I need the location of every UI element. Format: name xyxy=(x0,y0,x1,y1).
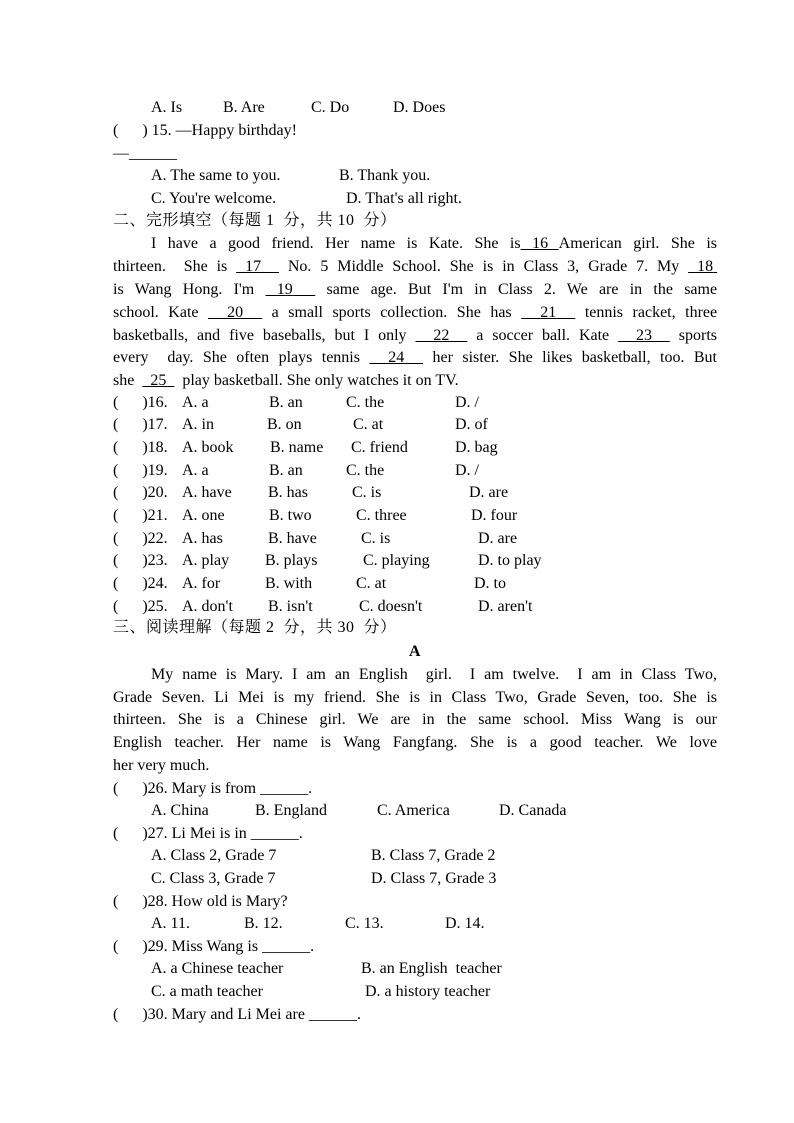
q15-option-a: A. The same to you. xyxy=(151,167,281,184)
q28-option-b: B. 12. xyxy=(244,915,283,932)
cloze-q23-option-b: B. plays xyxy=(265,552,318,569)
cloze-q21-option-b: B. two xyxy=(269,507,312,524)
cloze-q16-option-c: C. the xyxy=(346,394,385,411)
q28-stem: ( )28. How old is Mary? xyxy=(113,893,288,910)
cloze-q17-option-d: D. of xyxy=(455,416,488,433)
q28-option-d: D. 14. xyxy=(445,915,485,932)
cloze-q20-option-c: C. is xyxy=(352,484,382,501)
q26-option-a: A. China xyxy=(151,802,209,819)
cloze-line-2: thirteen. She is 17 No. 5 Middle School. She is in Class 3, Grade 7. My 18 xyxy=(113,258,714,275)
cloze-q16-option-b: B. an xyxy=(269,394,303,411)
cloze-q18-option-d: D. bag xyxy=(455,439,498,456)
cloze-q16-option-d: D. / xyxy=(455,394,479,411)
q29-stem: ( )29. Miss Wang is ______. xyxy=(113,938,315,955)
cloze-q24-option-b: B. with xyxy=(265,575,313,592)
cloze-q25-option-a: A. don't xyxy=(182,598,233,615)
cloze-q25-option-c: C. doesn't xyxy=(359,598,423,615)
q14-option-b: B. Are xyxy=(223,99,265,116)
cloze-q23-option-c: C. playing xyxy=(363,552,430,569)
q27-stem: ( )27. Li Mei is in ______. xyxy=(113,825,303,842)
cloze-line-3: is Wang Hong. I'm 19 same age. But I'm in Class 2. We are in the same xyxy=(113,281,718,298)
q29-option-d: D. a history teacher xyxy=(365,983,491,1000)
q26-option-d: D. Canada xyxy=(499,802,567,819)
cloze-q18-option-b: B. name xyxy=(270,439,324,456)
cloze-q24-number: ( )24. xyxy=(113,575,168,592)
cloze-q23-option-d: D. to play xyxy=(478,552,542,569)
cloze-q19-option-c: C. the xyxy=(346,462,385,479)
passage-line-4: English teacher. Her name is Wang Fangfang. She is a good teacher. We love xyxy=(113,734,717,751)
cloze-line-6: every day. She often plays tennis 24 her sister. She likes basketball, too. But xyxy=(113,349,718,366)
q26-stem: ( )26. Mary is from ______. xyxy=(113,780,313,797)
cloze-q21-number: ( )21. xyxy=(113,507,168,524)
cloze-q16-option-a: A. a xyxy=(182,394,209,411)
cloze-q22-number: ( )22. xyxy=(113,530,168,547)
q29-option-a: A. a Chinese teacher xyxy=(151,960,284,977)
q26-option-c: C. America xyxy=(377,802,450,819)
cloze-q18-option-c: C. friend xyxy=(351,439,408,456)
cloze-q17-option-c: C. at xyxy=(353,416,384,433)
cloze-line-5: basketballs, and five baseballs, but I only 22 a soccer ball. Kate 23 sports xyxy=(113,327,718,344)
cloze-q25-option-b: B. isn't xyxy=(268,598,313,615)
cloze-q24-option-c: C. at xyxy=(356,575,387,592)
cloze-q18-option-a: A. book xyxy=(182,439,234,456)
q27-option-d: D. Class 7, Grade 3 xyxy=(371,870,497,887)
q29-option-b: B. an English teacher xyxy=(361,960,502,977)
cloze-q17-number: ( )17. xyxy=(113,416,168,433)
cloze-line-1: I have a good friend. Her name is Kate. She is 16 American girl. She is xyxy=(151,235,718,252)
cloze-q20-option-a: A. have xyxy=(182,484,232,501)
cloze-q19-option-d: D. / xyxy=(455,462,479,479)
cloze-q22-option-c: C. is xyxy=(361,530,391,547)
cloze-q20-number: ( )20. xyxy=(113,484,168,501)
cloze-q24-option-a: A. for xyxy=(182,575,221,592)
passage-line-3: thirteen. She is a Chinese girl. We are in the same school. Miss Wang is our xyxy=(113,711,717,728)
cloze-q21-option-c: C. three xyxy=(356,507,407,524)
cloze-q17-option-b: B. on xyxy=(267,416,302,433)
q28-option-c: C. 13. xyxy=(345,915,384,932)
q14-option-d: D. Does xyxy=(393,99,446,116)
cloze-q19-option-b: B. an xyxy=(269,462,303,479)
cloze-q21-option-a: A. one xyxy=(182,507,225,524)
cloze-q20-option-b: B. has xyxy=(268,484,308,501)
cloze-q24-option-d: D. to xyxy=(474,575,506,592)
cloze-q23-number: ( )23. xyxy=(113,552,168,569)
section3-title: 三、阅读理解（每题 2 分，共 30 分） xyxy=(113,619,397,636)
q27-option-a: A. Class 2, Grade 7 xyxy=(151,847,277,864)
cloze-q19-option-a: A. a xyxy=(182,462,209,479)
passage-line-1: My name is Mary. I am an English girl. I am twelve. I am in Class Two, xyxy=(151,666,717,683)
cloze-q17-option-a: A. in xyxy=(182,416,214,433)
passage-label: A xyxy=(409,643,421,660)
passage-line-2: Grade Seven. Li Mei is my friend. She is in Class Two, Grade Seven, too. She is xyxy=(113,689,717,706)
cloze-q22-option-b: B. have xyxy=(268,530,317,547)
q14-option-c: C. Do xyxy=(311,99,350,116)
q15-option-d: D. That's all right. xyxy=(346,190,462,207)
q30-stem: ( )30. Mary and Li Mei are ______. xyxy=(113,1006,361,1023)
cloze-q21-option-d: D. four xyxy=(471,507,518,524)
q26-option-b: B. England xyxy=(255,802,327,819)
passage-line-5: her very much. xyxy=(113,757,210,774)
cloze-q19-number: ( )19. xyxy=(113,462,168,479)
cloze-q25-number: ( )25. xyxy=(113,598,168,615)
cloze-q16-number: ( )16. xyxy=(113,394,168,411)
cloze-q23-option-a: A. play xyxy=(182,552,230,569)
q28-option-a: A. 11. xyxy=(151,915,190,932)
cloze-q22-option-d: D. are xyxy=(478,530,518,547)
cloze-line-4: school. Kate 20 a small sports collection. She has 21 tennis racket, three xyxy=(113,304,718,321)
section2-title: 二、完形填空（每题 1 分，共 10 分） xyxy=(113,212,397,229)
cloze-q22-option-a: A. has xyxy=(182,530,223,547)
q27-option-b: B. Class 7, Grade 2 xyxy=(371,847,496,864)
q15-option-b: B. Thank you. xyxy=(339,167,431,184)
q15-stem: ( ) 15. —Happy birthday! xyxy=(113,122,297,139)
q15-option-c: C. You're welcome. xyxy=(151,190,277,207)
q29-option-c: C. a math teacher xyxy=(151,983,263,1000)
q15-answer-line: —______ xyxy=(113,145,177,162)
q14-option-a: A. Is xyxy=(151,99,183,116)
cloze-q18-number: ( )18. xyxy=(113,439,168,456)
q27-option-c: C. Class 3, Grade 7 xyxy=(151,870,276,887)
cloze-q25-option-d: D. aren't xyxy=(478,598,533,615)
cloze-q20-option-d: D. are xyxy=(469,484,509,501)
cloze-line-7: she 25 play basketball. She only watches it on TV. xyxy=(113,372,459,389)
